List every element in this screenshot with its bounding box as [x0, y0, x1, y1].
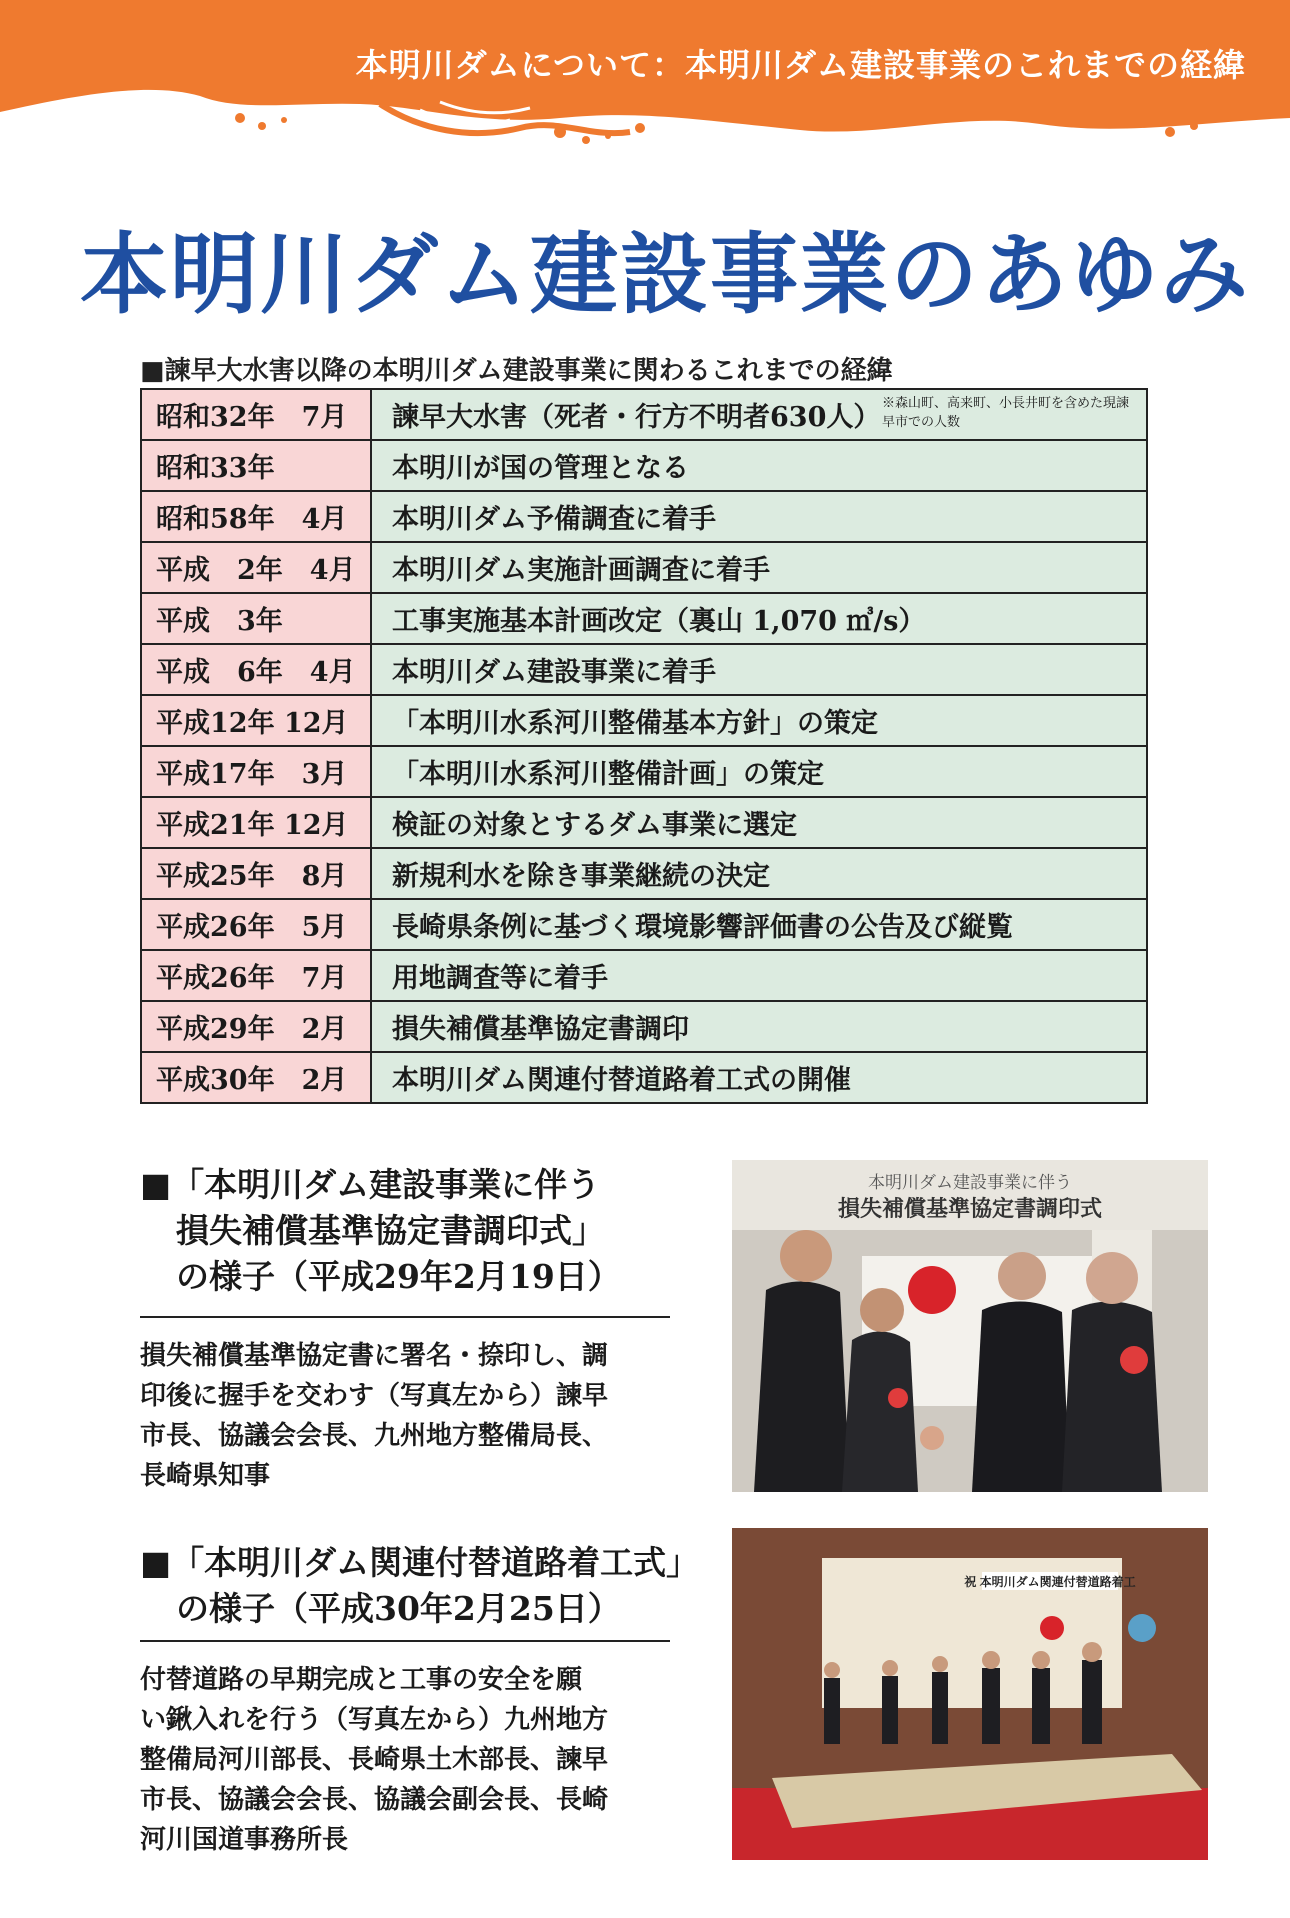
section2-desc-line: 河川国道事務所長: [140, 1825, 349, 1855]
timeline-event: 「本明川水系河川整備基本方針」の策定: [371, 695, 1147, 746]
section1-heading: [140, 1162, 680, 1300]
timeline-caption: ■諫早大水害以降の本明川ダム建設事業に関わるこれまでの経緯: [140, 356, 893, 386]
table-row: [141, 950, 1147, 1001]
photo-banner-line: 本明川ダム建設事業に伴う: [868, 1173, 1072, 1192]
timeline-event: 本明川ダム建設事業に着手: [371, 644, 1147, 695]
table-row: [141, 746, 1147, 797]
section1-divider: [140, 1316, 670, 1318]
section1-heading-line: の様子（平成29年2月19日）: [176, 1257, 621, 1296]
section2-heading-line: ■「本明川ダム関連付替道路着工式」: [140, 1543, 700, 1582]
timeline-event: 長崎県条例に基づく環境影響評価書の公告及び縦覧: [371, 899, 1147, 950]
timeline-date: 昭和33年: [141, 440, 371, 491]
timeline-date: 平成17年 3月: [141, 746, 371, 797]
timeline-event: 工事実施基本計画改定（裏山 1,070 ㎥/s）: [371, 593, 1147, 644]
section2-divider: [140, 1640, 670, 1642]
signing-ceremony-photo: [732, 1160, 1208, 1492]
table-row: [141, 491, 1147, 542]
section1-description: [140, 1336, 660, 1496]
section1-desc-line: 市長、協議会会長、九州地方整備局長、: [140, 1421, 609, 1451]
section2-desc-line: 市長、協議会会長、協議会副会長、長崎: [140, 1785, 609, 1815]
timeline-event: 本明川が国の管理となる: [371, 440, 1147, 491]
timeline-date: 平成 2年 4月: [141, 542, 371, 593]
timeline-date: 平成26年 7月: [141, 950, 371, 1001]
timeline-date: 平成12年 12月: [141, 695, 371, 746]
section2-desc-line: 付替道路の早期完成と工事の安全を願: [140, 1665, 583, 1695]
section1-desc-line: 損失補償基準協定書に署名・捺印し、調: [140, 1341, 609, 1371]
timeline-event: 「本明川水系河川整備計画」の策定: [371, 746, 1147, 797]
timeline-event: 用地調査等に着手: [371, 950, 1147, 1001]
section2-description: [140, 1660, 660, 1860]
photo-banner: 祝 本明川ダム関連付替道路着工: [964, 1575, 1136, 1589]
header-band: [0, 0, 1290, 160]
timeline-date: 平成 3年: [141, 593, 371, 644]
table-row: [141, 797, 1147, 848]
timeline-footnote: ※森山町、高来町、小長井町を含めた現諫早市での人数: [882, 396, 1130, 430]
table-row: [141, 542, 1147, 593]
timeline-event: 諫早大水害（死者・行方不明者630人）: [392, 402, 881, 433]
timeline-event: 本明川ダム実施計画調査に着手: [371, 542, 1147, 593]
section2-desc-line: い鍬入れを行う（写真左から）九州地方: [140, 1705, 609, 1735]
table-row: [141, 389, 1147, 440]
timeline-event: 本明川ダム関連付替道路着工式の開催: [371, 1052, 1147, 1103]
table-row: [141, 1052, 1147, 1103]
timeline-event-cell: [371, 389, 1147, 440]
timeline-event: 検証の対象とするダム事業に選定: [371, 797, 1147, 848]
section1-desc-line: 印後に握手を交わす（写真左から）諫早: [140, 1381, 609, 1411]
timeline-date: 平成26年 5月: [141, 899, 371, 950]
table-row: [141, 644, 1147, 695]
timeline-event: 損失補償基準協定書調印: [371, 1001, 1147, 1052]
timeline-table: [140, 388, 1148, 1104]
table-row: [141, 899, 1147, 950]
timeline-date: 平成30年 2月: [141, 1052, 371, 1103]
timeline-date: 昭和32年 7月: [141, 389, 371, 440]
table-row: [141, 848, 1147, 899]
section1-desc-line: 長崎県知事: [140, 1461, 271, 1491]
timeline-date: 昭和58年 4月: [141, 491, 371, 542]
table-row: [141, 1001, 1147, 1052]
timeline-date: 平成25年 8月: [141, 848, 371, 899]
table-row: [141, 593, 1147, 644]
photo-banner-line: 損失補償基準協定書調印式: [837, 1196, 1103, 1221]
groundbreaking-ceremony-photo: [732, 1528, 1208, 1860]
table-row: [141, 440, 1147, 491]
section2-heading: [140, 1540, 700, 1632]
timeline-event: 本明川ダム予備調査に着手: [371, 491, 1147, 542]
section1-heading-line: 損失補償基準協定書調印式」: [176, 1211, 605, 1250]
table-row: [141, 695, 1147, 746]
timeline-date: 平成29年 2月: [141, 1001, 371, 1052]
page-title: 本明川ダム建設事業のあゆみ: [80, 222, 1251, 326]
timeline-date: 平成21年 12月: [141, 797, 371, 848]
section1-heading-line: ■「本明川ダム建設事業に伴う: [140, 1165, 601, 1204]
timeline-date: 平成 6年 4月: [141, 644, 371, 695]
section2-heading-line: の様子（平成30年2月25日）: [176, 1589, 621, 1628]
timeline-event: 新規利水を除き事業継続の決定: [371, 848, 1147, 899]
header-breadcrumb: 本明川ダムについて：本明川ダム建設事業のこれまでの経緯: [355, 46, 1246, 84]
section2-desc-line: 整備局河川部長、長崎県土木部長、諫早: [140, 1745, 609, 1775]
